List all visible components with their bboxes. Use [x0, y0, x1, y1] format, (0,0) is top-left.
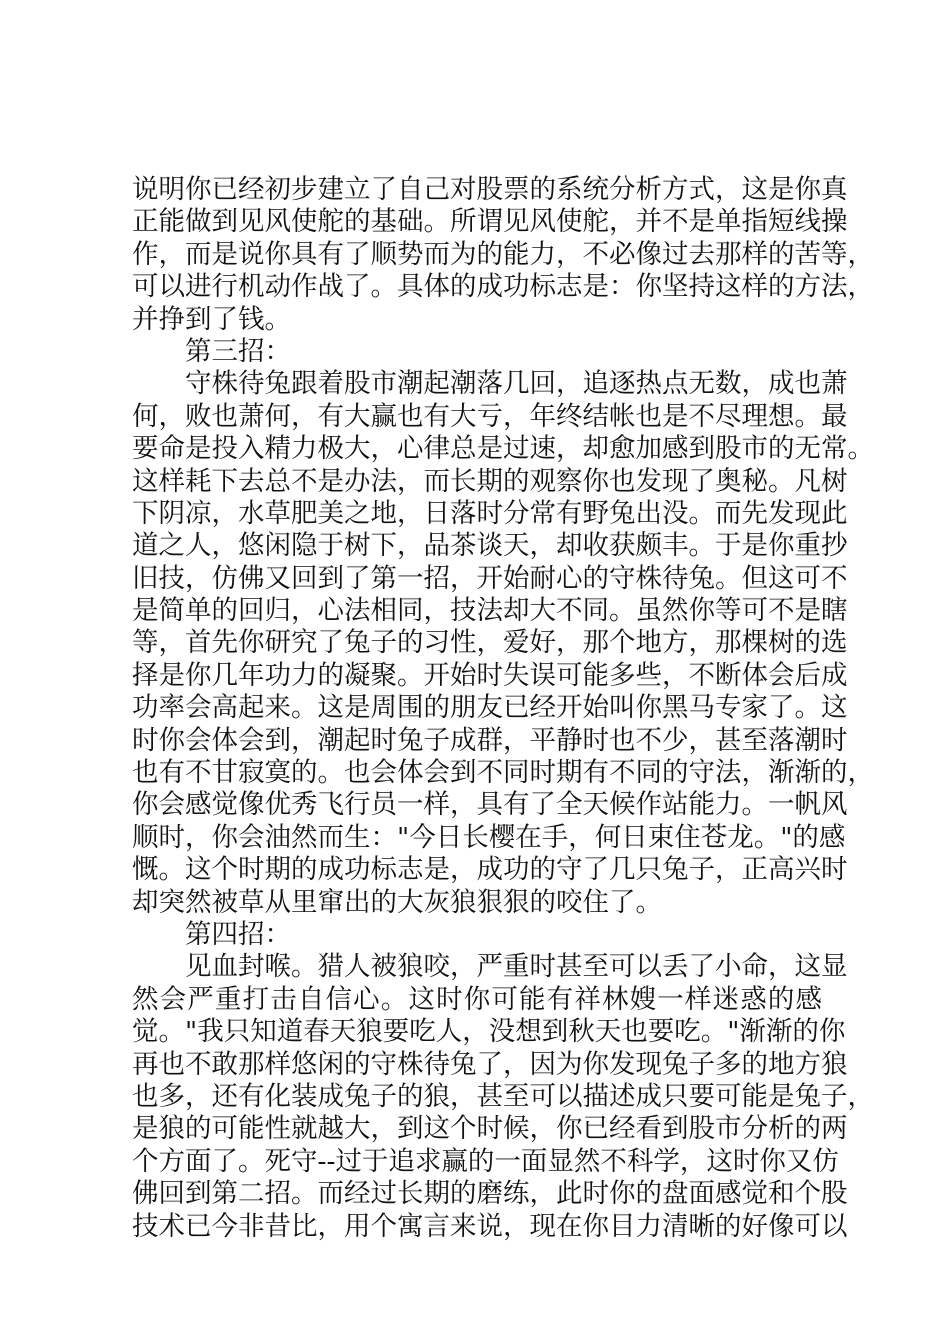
- section-heading-4: 第四招：: [185, 918, 291, 950]
- text-line: 你会感觉像优秀飞行员一样，具有了全天候作站能力。一帆风: [132, 789, 848, 821]
- text-line: 佛回到第二招。而经过长期的磨练，此时你的盘面感觉和个股: [132, 1178, 848, 1210]
- text-line: 等，首先你研究了兔子的习性，爱好，那个地方，那棵树的选: [132, 627, 848, 659]
- text-line: 技术已今非昔比，用个寓言来说，现在你目力清晰的好像可以: [132, 1210, 848, 1242]
- text-line: 慨。这个时期的成功标志是，成功的守了几只兔子，正高兴时: [132, 854, 848, 886]
- text-line: 作，而是说你具有了顺势而为的能力，不必像过去那样的苦等，: [132, 238, 874, 270]
- text-line: 是简单的回归，心法相同，技法却大不同。虽然你等可不是瞎: [132, 595, 848, 627]
- text-line: 时你会体会到，潮起时兔子成群，平静时也不少，甚至落潮时: [132, 724, 848, 756]
- text-line: 择是你几年功力的凝聚。开始时失误可能多些，不断体会后成: [132, 659, 848, 691]
- text-line: 个方面了。死守--过于追求赢的一面显然不科学，这时你又仿: [132, 1145, 839, 1177]
- section-heading-3: 第三招：: [185, 335, 291, 367]
- text-line: 要命是投入精力极大，心律总是过速，却愈加感到股市的无常。: [132, 433, 874, 465]
- text-line: 顺时，你会油然而生："今日长樱在手，何日束住苍龙。"的感: [132, 821, 846, 853]
- text-line: 可以进行机动作战了。具体的成功标志是：你坚持这样的方法，: [132, 271, 874, 303]
- text-line: 却突然被草从里窜出的大灰狼狠狠的咬住了。: [132, 886, 662, 918]
- text-line: 道之人，悠闲隐于树下，品茶谈天，却收获颇丰。于是你重抄: [132, 530, 848, 562]
- text-line: 再也不敢那样悠闲的守株待兔了，因为你发现兔子多的地方狼: [132, 1048, 848, 1080]
- text-line: 说明你已经初步建立了自己对股票的系统分析方式，这是你真: [132, 174, 848, 205]
- text-line: 也有不甘寂寞的。也会体会到不同时期有不同的守法，渐渐的，: [132, 757, 874, 789]
- text-line: 这样耗下去总不是办法，而长期的观察你也发现了奥秘。凡树: [132, 465, 848, 497]
- text-line: 何，败也萧何，有大赢也有大亏，年终结帐也是不尽理想。最: [132, 400, 848, 432]
- text-line: 功率会高起来。这是周围的朋友已经开始叫你黑马专家了。这: [132, 692, 848, 724]
- text-line: 守株待兔跟着股市潮起潮落几回，追逐热点无数，成也萧: [185, 368, 848, 400]
- text-line: 并挣到了钱。: [132, 303, 291, 335]
- text-line: 下阴凉，水草肥美之地，日落时分常有野兔出没。而先发现此: [132, 497, 848, 529]
- text-line: 是狼的可能性就越大，到这个时候，你已经看到股市分析的两: [132, 1113, 848, 1145]
- text-line: 也多，还有化装成兔子的狼，甚至可以描述成只要可能是兔子，: [132, 1080, 874, 1112]
- text-line: 然会严重打击自信心。这时你可能有祥林嫂一样迷惑的感: [132, 983, 822, 1015]
- text-line: 觉。"我只知道春天狼要吃人，没想到秋天也要吃。"渐渐的你: [132, 1016, 846, 1048]
- text-line: 见血封喉。猎人被狼咬，严重时甚至可以丢了小命，这显: [185, 951, 848, 983]
- text-line: 正能做到见风使舵的基础。所谓见风使舵，并不是单指短线操: [132, 206, 848, 238]
- text-line: 旧技，仿佛又回到了第一招，开始耐心的守株待兔。但这可不: [132, 562, 848, 594]
- body-text: [132, 174, 874, 1243]
